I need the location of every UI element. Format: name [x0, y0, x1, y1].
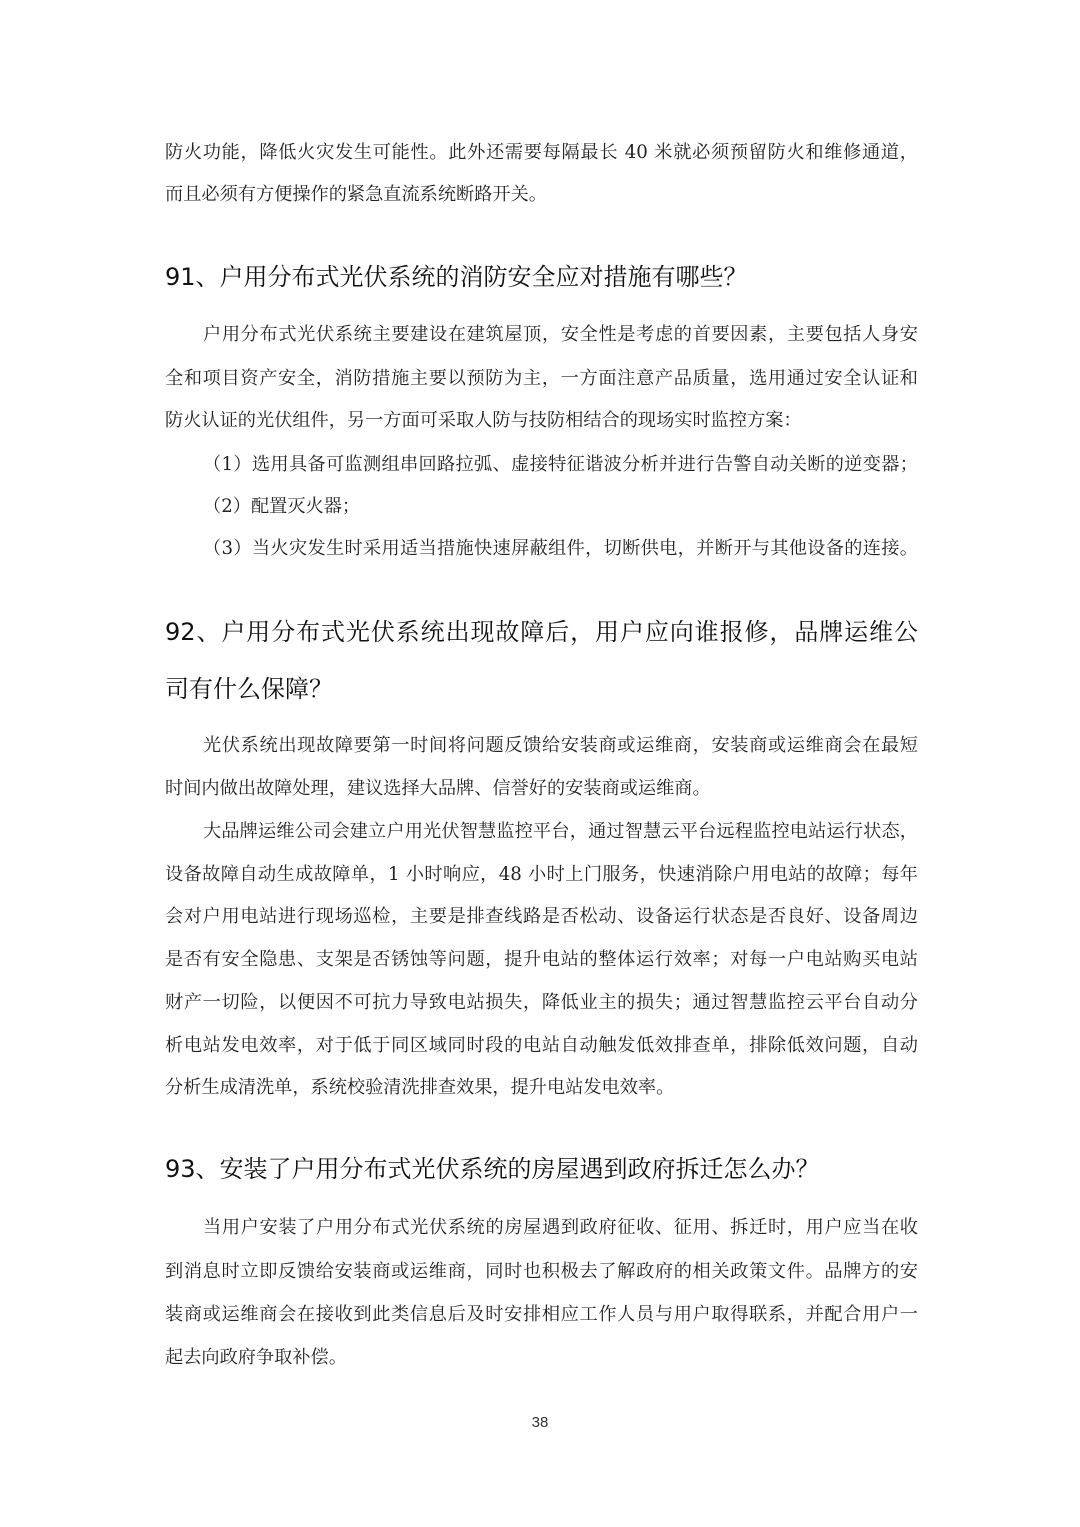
body-line: 分析生成清洗单，系统校验清洗排查效果，提升电站发电效率。 [165, 1077, 675, 1098]
body-line: 当用户安装了户用分布式光伏系统的房屋遇到政府征收、征用、拆迁时，用户应当在收 [203, 1217, 918, 1238]
body-line: 而且必须有方便操作的紧急直流系统断路开关。 [165, 184, 547, 205]
body-line: 防火功能，降低火灾发生可能性。此外还需要每隔最长 40 米就必须预留防火和维修通道， [165, 142, 918, 163]
list-item: （3）当火灾发生时采用适当措施快速屏蔽组件，切断供电，并断开与其他设备的连接。 [203, 538, 918, 559]
body-line: 户用分布式光伏系统主要建设在建筑屋顶，安全性是考虑的首要因素，主要包括人身安 [203, 324, 918, 345]
page-number: 38 [531, 1414, 549, 1431]
body-line: 到消息时立即反馈给安装商或运维商，同时也积极去了解政府的相关政策文件。品牌方的安 [165, 1261, 918, 1282]
section-heading-92-cont: 司有什么保障？ [165, 675, 333, 703]
section-heading-93: 93、安装了户用分布式光伏系统的房屋遇到政府拆迁怎么办？ [165, 1155, 820, 1183]
body-line: 光伏系统出现故障要第一时间将问题反馈给安装商或运维商，安装商或运维商会在最短 [203, 735, 918, 756]
section-heading-92: 92、户用分布式光伏系统出现故障后，用户应向谁报修，品牌运维公 [165, 618, 918, 646]
body-line: 设备故障自动生成故障单，1 小时响应，48 小时上门服务，快速消除户用电站的故障；每年 [165, 864, 918, 885]
body-line: 装商或运维商会在接收到此类信息后及时安排相应工作人员与用户取得联系，并配合用户一 [165, 1304, 918, 1325]
body-line: 是否有安全隐患、支架是否锈蚀等问题，提升电站的整体运行效率；对每一户电站购买电站 [165, 949, 918, 970]
body-line: 财产一切险，以便因不可抗力导致电站损失，降低业主的损失；通过智慧监控云平台自动分 [165, 992, 918, 1013]
body-line: 时间内做出故障处理，建议选择大品牌、信誉好的安装商或运维商。 [165, 778, 711, 799]
section-heading-91: 91、户用分布式光伏系统的消防安全应对措施有哪些？ [165, 263, 748, 291]
body-line: 析电站发电效率，对于低于同区域同时段的电站自动触发低效排查单，排除低效问题，自动 [165, 1035, 918, 1056]
body-line: 起去向政府争取补偿。 [165, 1347, 347, 1368]
body-line: 防火认证的光伏组件，另一方面可采取人防与技防相结合的现场实时监控方案： [165, 410, 802, 431]
list-item: （2）配置灭火器； [203, 496, 361, 517]
body-line: 大品牌运维公司会建立户用光伏智慧监控平台，通过智慧云平台远程监控电站运行状态， [203, 821, 918, 842]
body-line: 全和项目资产安全，消防措施主要以预防为主，一方面注意产品质量，选用通过安全认证和 [165, 368, 918, 389]
list-item: （1）选用具备可监测组串回路拉弧、虚接特征谐波分析并进行告警自动关断的逆变器； [203, 454, 918, 475]
body-line: 会对户用电站进行现场巡检，主要是排查线路是否松动、设备运行状态是否良好、设备周边 [165, 906, 918, 927]
